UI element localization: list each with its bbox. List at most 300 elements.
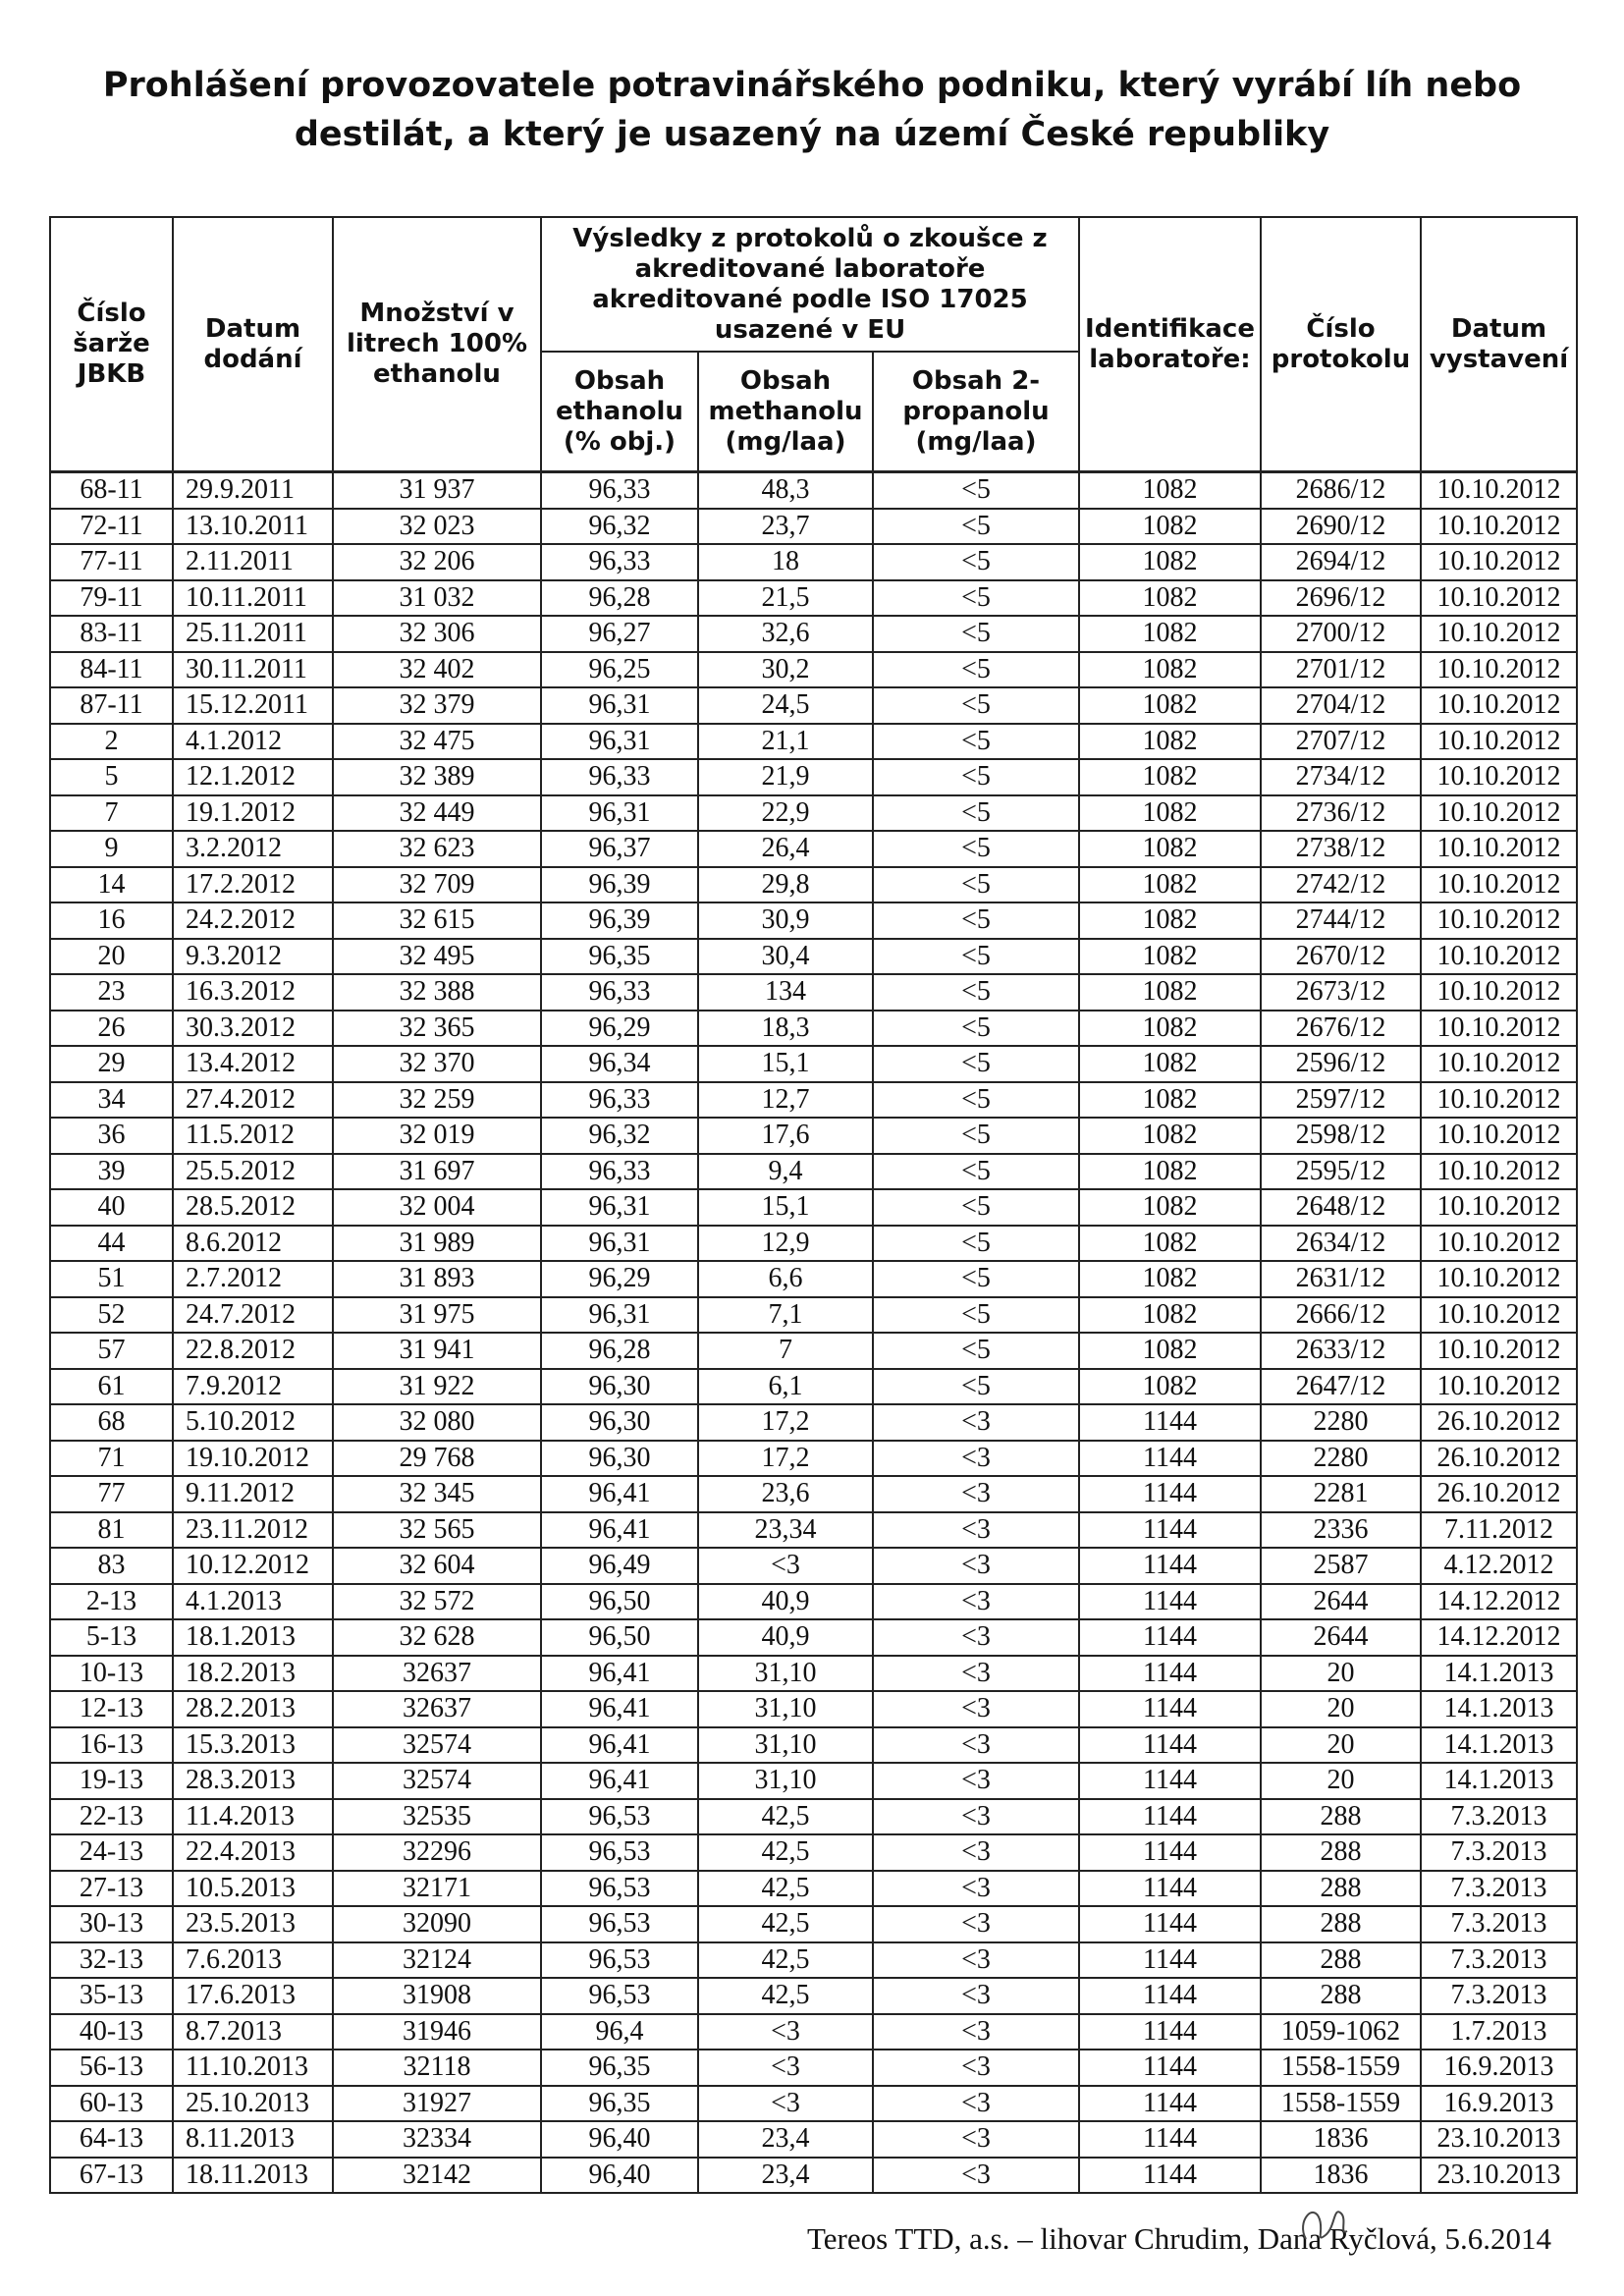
cell-methanol: <3 bbox=[698, 2014, 873, 2050]
cell-delivery-date: 4.1.2012 bbox=[173, 724, 333, 760]
cell-lab-id: 1082 bbox=[1079, 939, 1261, 975]
cell-methanol: 23,34 bbox=[698, 1512, 873, 1549]
cell-propanol: <5 bbox=[873, 724, 1079, 760]
cell-protocol-number: 2734/12 bbox=[1261, 759, 1421, 795]
cell-issue-date: 7.3.2013 bbox=[1421, 1978, 1577, 2014]
cell-ethanol: 96,33 bbox=[541, 759, 698, 795]
cell-methanol: 31,10 bbox=[698, 1656, 873, 1692]
cell-issue-date: 10.10.2012 bbox=[1421, 902, 1577, 939]
table-row bbox=[50, 2050, 1577, 2086]
cell-lab-id: 1144 bbox=[1079, 1404, 1261, 1441]
cell-lab-id: 1082 bbox=[1079, 831, 1261, 867]
cell-lab-id: 1082 bbox=[1079, 580, 1261, 617]
cell-issue-date: 10.10.2012 bbox=[1421, 867, 1577, 903]
cell-lab-id: 1082 bbox=[1079, 724, 1261, 760]
cell-propanol: <5 bbox=[873, 902, 1079, 939]
cell-delivery-date: 28.5.2012 bbox=[173, 1189, 333, 1226]
cell-lab-id: 1144 bbox=[1079, 1727, 1261, 1764]
cell-methanol: <3 bbox=[698, 2050, 873, 2086]
table-header bbox=[50, 217, 1577, 472]
cell-methanol: 15,1 bbox=[698, 1189, 873, 1226]
cell-quantity: 32 259 bbox=[333, 1082, 541, 1119]
cell-delivery-date: 2.11.2011 bbox=[173, 544, 333, 580]
cell-protocol-number: 2634/12 bbox=[1261, 1226, 1421, 1262]
cell-ethanol: 96,50 bbox=[541, 1619, 698, 1656]
table-row bbox=[50, 472, 1577, 509]
table-row bbox=[50, 1261, 1577, 1297]
cell-protocol-number: 20 bbox=[1261, 1763, 1421, 1799]
cell-batch: 79-11 bbox=[50, 580, 173, 617]
cell-methanol: 17,2 bbox=[698, 1441, 873, 1477]
cell-ethanol: 96,31 bbox=[541, 1189, 698, 1226]
cell-protocol-number: 2701/12 bbox=[1261, 652, 1421, 688]
cell-methanol: 15,1 bbox=[698, 1046, 873, 1082]
cell-methanol: 23,4 bbox=[698, 2121, 873, 2158]
table-row bbox=[50, 1118, 1577, 1154]
table-row bbox=[50, 1189, 1577, 1226]
cell-lab-id: 1082 bbox=[1079, 1118, 1261, 1154]
cell-ethanol: 96,41 bbox=[541, 1656, 698, 1692]
cell-delivery-date: 23.5.2013 bbox=[173, 1906, 333, 1942]
header-propanol: Obsah 2-propanolu (mg/laa) bbox=[873, 352, 1079, 472]
cell-protocol-number: 20 bbox=[1261, 1656, 1421, 1692]
cell-batch: 16-13 bbox=[50, 1727, 173, 1764]
cell-propanol: <3 bbox=[873, 1834, 1079, 1871]
cell-issue-date: 10.10.2012 bbox=[1421, 831, 1577, 867]
table-row bbox=[50, 1691, 1577, 1727]
table-row bbox=[50, 2014, 1577, 2050]
cell-delivery-date: 18.11.2013 bbox=[173, 2158, 333, 2194]
cell-protocol-number: 288 bbox=[1261, 1978, 1421, 2014]
cell-ethanol: 96,41 bbox=[541, 1763, 698, 1799]
cell-batch: 51 bbox=[50, 1261, 173, 1297]
cell-batch: 77-11 bbox=[50, 544, 173, 580]
cell-ethanol: 96,53 bbox=[541, 1871, 698, 1907]
cell-issue-date: 4.12.2012 bbox=[1421, 1548, 1577, 1584]
cell-ethanol: 96,37 bbox=[541, 831, 698, 867]
cell-methanol: 17,2 bbox=[698, 1404, 873, 1441]
cell-ethanol: 96,31 bbox=[541, 1226, 698, 1262]
cell-propanol: <3 bbox=[873, 2121, 1079, 2158]
cell-batch: 24-13 bbox=[50, 1834, 173, 1871]
table-row bbox=[50, 687, 1577, 724]
table-row bbox=[50, 1512, 1577, 1549]
cell-propanol: <3 bbox=[873, 1619, 1079, 1656]
cell-issue-date: 10.10.2012 bbox=[1421, 652, 1577, 688]
cell-propanol: <5 bbox=[873, 1082, 1079, 1119]
cell-methanol: 29,8 bbox=[698, 867, 873, 903]
cell-propanol: <3 bbox=[873, 1691, 1079, 1727]
cell-ethanol: 96,30 bbox=[541, 1404, 698, 1441]
cell-propanol: <5 bbox=[873, 1189, 1079, 1226]
cell-batch: 12-13 bbox=[50, 1691, 173, 1727]
header-delivery-date: Datum dodání bbox=[173, 217, 333, 472]
cell-propanol: <5 bbox=[873, 1046, 1079, 1082]
cell-ethanol: 96,33 bbox=[541, 1082, 698, 1119]
cell-lab-id: 1082 bbox=[1079, 544, 1261, 580]
cell-lab-id: 1082 bbox=[1079, 759, 1261, 795]
cell-propanol: <3 bbox=[873, 1548, 1079, 1584]
cell-methanol: 6,6 bbox=[698, 1261, 873, 1297]
cell-delivery-date: 5.10.2012 bbox=[173, 1404, 333, 1441]
cell-ethanol: 96,28 bbox=[541, 580, 698, 617]
cell-batch: 20 bbox=[50, 939, 173, 975]
cell-issue-date: 10.10.2012 bbox=[1421, 1369, 1577, 1405]
cell-lab-id: 1082 bbox=[1079, 1189, 1261, 1226]
cell-batch: 40-13 bbox=[50, 2014, 173, 2050]
cell-issue-date: 23.10.2013 bbox=[1421, 2158, 1577, 2194]
table-row bbox=[50, 2121, 1577, 2158]
table-row bbox=[50, 1226, 1577, 1262]
cell-propanol: <3 bbox=[873, 1476, 1079, 1512]
cell-methanol: 6,1 bbox=[698, 1369, 873, 1405]
cell-protocol-number: 2631/12 bbox=[1261, 1261, 1421, 1297]
cell-protocol-number: 2595/12 bbox=[1261, 1154, 1421, 1190]
cell-ethanol: 96,33 bbox=[541, 544, 698, 580]
cell-batch: 23 bbox=[50, 974, 173, 1011]
cell-lab-id: 1082 bbox=[1079, 1011, 1261, 1047]
cell-delivery-date: 18.1.2013 bbox=[173, 1619, 333, 1656]
header-protocol-number: Číslo protokolu bbox=[1261, 217, 1421, 472]
table-row bbox=[50, 1619, 1577, 1656]
cell-ethanol: 96,35 bbox=[541, 2086, 698, 2122]
cell-ethanol: 96,31 bbox=[541, 795, 698, 832]
cell-delivery-date: 30.3.2012 bbox=[173, 1011, 333, 1047]
cell-delivery-date: 8.7.2013 bbox=[173, 2014, 333, 2050]
cell-ethanol: 96,30 bbox=[541, 1369, 698, 1405]
cell-delivery-date: 13.10.2011 bbox=[173, 509, 333, 545]
cell-batch: 87-11 bbox=[50, 687, 173, 724]
cell-batch: 68-11 bbox=[50, 472, 173, 509]
table-row bbox=[50, 831, 1577, 867]
cell-issue-date: 10.10.2012 bbox=[1421, 544, 1577, 580]
title-line-2: destilát, a který je usazený na území České republiky bbox=[294, 115, 1330, 154]
cell-methanol: 21,1 bbox=[698, 724, 873, 760]
cell-protocol-number: 1558-1559 bbox=[1261, 2050, 1421, 2086]
cell-propanol: <3 bbox=[873, 1763, 1079, 1799]
cell-ethanol: 96,39 bbox=[541, 867, 698, 903]
cell-protocol-number: 2281 bbox=[1261, 1476, 1421, 1512]
cell-propanol: <5 bbox=[873, 1118, 1079, 1154]
cell-propanol: <5 bbox=[873, 795, 1079, 832]
cell-issue-date: 10.10.2012 bbox=[1421, 1226, 1577, 1262]
cell-issue-date: 14.12.2012 bbox=[1421, 1584, 1577, 1620]
cell-protocol-number: 2648/12 bbox=[1261, 1189, 1421, 1226]
cell-protocol-number: 20 bbox=[1261, 1691, 1421, 1727]
cell-ethanol: 96,41 bbox=[541, 1727, 698, 1764]
cell-protocol-number: 2666/12 bbox=[1261, 1297, 1421, 1334]
cell-issue-date: 7.3.2013 bbox=[1421, 1906, 1577, 1942]
cell-issue-date: 10.10.2012 bbox=[1421, 759, 1577, 795]
cell-propanol: <3 bbox=[873, 1871, 1079, 1907]
table-row bbox=[50, 1369, 1577, 1405]
cell-batch: 77 bbox=[50, 1476, 173, 1512]
cell-protocol-number: 2596/12 bbox=[1261, 1046, 1421, 1082]
cell-issue-date: 10.10.2012 bbox=[1421, 616, 1577, 652]
cell-quantity: 32118 bbox=[333, 2050, 541, 2086]
cell-quantity: 32334 bbox=[333, 2121, 541, 2158]
table-row bbox=[50, 1834, 1577, 1871]
cell-batch: 64-13 bbox=[50, 2121, 173, 2158]
cell-ethanol: 96,33 bbox=[541, 1154, 698, 1190]
cell-issue-date: 26.10.2012 bbox=[1421, 1441, 1577, 1477]
cell-delivery-date: 10.11.2011 bbox=[173, 580, 333, 617]
cell-propanol: <5 bbox=[873, 1154, 1079, 1190]
cell-methanol: 32,6 bbox=[698, 616, 873, 652]
page-title bbox=[98, 61, 1526, 159]
cell-ethanol: 96,33 bbox=[541, 974, 698, 1011]
cell-protocol-number: 2738/12 bbox=[1261, 831, 1421, 867]
cell-methanol: 48,3 bbox=[698, 472, 873, 509]
cell-protocol-number: 2696/12 bbox=[1261, 580, 1421, 617]
cell-protocol-number: 2690/12 bbox=[1261, 509, 1421, 545]
cell-methanol: 30,9 bbox=[698, 902, 873, 939]
cell-protocol-number: 2336 bbox=[1261, 1512, 1421, 1549]
cell-batch: 16 bbox=[50, 902, 173, 939]
cell-methanol: 31,10 bbox=[698, 1763, 873, 1799]
cell-batch: 2 bbox=[50, 724, 173, 760]
cell-propanol: <5 bbox=[873, 974, 1079, 1011]
cell-propanol: <5 bbox=[873, 1333, 1079, 1369]
table-row bbox=[50, 1476, 1577, 1512]
cell-propanol: <3 bbox=[873, 1727, 1079, 1764]
cell-lab-id: 1144 bbox=[1079, 1942, 1261, 1979]
cell-methanol: 40,9 bbox=[698, 1619, 873, 1656]
cell-delivery-date: 22.4.2013 bbox=[173, 1834, 333, 1871]
cell-methanol: 17,6 bbox=[698, 1118, 873, 1154]
cell-propanol: <5 bbox=[873, 1261, 1079, 1297]
cell-protocol-number: 2676/12 bbox=[1261, 1011, 1421, 1047]
cell-ethanol: 96,53 bbox=[541, 1906, 698, 1942]
cell-lab-id: 1144 bbox=[1079, 2014, 1261, 2050]
cell-quantity: 32 019 bbox=[333, 1118, 541, 1154]
cell-ethanol: 96,39 bbox=[541, 902, 698, 939]
cell-quantity: 32 628 bbox=[333, 1619, 541, 1656]
cell-methanol: 26,4 bbox=[698, 831, 873, 867]
cell-protocol-number: 1836 bbox=[1261, 2158, 1421, 2194]
cell-issue-date: 10.10.2012 bbox=[1421, 580, 1577, 617]
cell-ethanol: 96,34 bbox=[541, 1046, 698, 1082]
cell-delivery-date: 10.5.2013 bbox=[173, 1871, 333, 1907]
cell-propanol: <3 bbox=[873, 1404, 1079, 1441]
cell-quantity: 32 604 bbox=[333, 1548, 541, 1584]
cell-methanol: 23,6 bbox=[698, 1476, 873, 1512]
cell-delivery-date: 10.12.2012 bbox=[173, 1548, 333, 1584]
cell-quantity: 31908 bbox=[333, 1978, 541, 2014]
cell-batch: 29 bbox=[50, 1046, 173, 1082]
cell-issue-date: 10.10.2012 bbox=[1421, 1333, 1577, 1369]
cell-quantity: 32 388 bbox=[333, 974, 541, 1011]
cell-ethanol: 96,29 bbox=[541, 1011, 698, 1047]
cell-issue-date: 16.9.2013 bbox=[1421, 2050, 1577, 2086]
cell-lab-id: 1144 bbox=[1079, 1476, 1261, 1512]
cell-quantity: 32637 bbox=[333, 1656, 541, 1692]
cell-lab-id: 1082 bbox=[1079, 1369, 1261, 1405]
cell-propanol: <5 bbox=[873, 580, 1079, 617]
cell-quantity: 32 389 bbox=[333, 759, 541, 795]
cell-lab-id: 1082 bbox=[1079, 1261, 1261, 1297]
cell-protocol-number: 2694/12 bbox=[1261, 544, 1421, 580]
cell-propanol: <3 bbox=[873, 1441, 1079, 1477]
cell-issue-date: 14.1.2013 bbox=[1421, 1656, 1577, 1692]
cell-lab-id: 1144 bbox=[1079, 2158, 1261, 2194]
cell-batch: 57 bbox=[50, 1333, 173, 1369]
cell-ethanol: 96,41 bbox=[541, 1691, 698, 1727]
cell-propanol: <3 bbox=[873, 2050, 1079, 2086]
cell-protocol-number: 2647/12 bbox=[1261, 1369, 1421, 1405]
title-line-1: Prohlášení provozovatele potravinářského podniku, který vyrábí líh nebo bbox=[102, 66, 1522, 105]
cell-lab-id: 1144 bbox=[1079, 1584, 1261, 1620]
cell-lab-id: 1144 bbox=[1079, 1691, 1261, 1727]
cell-issue-date: 10.10.2012 bbox=[1421, 1118, 1577, 1154]
cell-lab-id: 1144 bbox=[1079, 1906, 1261, 1942]
cell-batch: 36 bbox=[50, 1118, 173, 1154]
cell-protocol-number: 2633/12 bbox=[1261, 1333, 1421, 1369]
cell-propanol: <5 bbox=[873, 1011, 1079, 1047]
cell-ethanol: 96,53 bbox=[541, 1942, 698, 1979]
cell-quantity: 32 004 bbox=[333, 1189, 541, 1226]
cell-protocol-number: 288 bbox=[1261, 1942, 1421, 1979]
table-row bbox=[50, 509, 1577, 545]
cell-issue-date: 10.10.2012 bbox=[1421, 472, 1577, 509]
cell-lab-id: 1082 bbox=[1079, 1082, 1261, 1119]
cell-ethanol: 96,31 bbox=[541, 1297, 698, 1334]
cell-delivery-date: 7.6.2013 bbox=[173, 1942, 333, 1979]
cell-batch: 81 bbox=[50, 1512, 173, 1549]
cell-issue-date: 10.10.2012 bbox=[1421, 724, 1577, 760]
cell-quantity: 32 475 bbox=[333, 724, 541, 760]
cell-delivery-date: 11.5.2012 bbox=[173, 1118, 333, 1154]
cell-issue-date: 14.1.2013 bbox=[1421, 1691, 1577, 1727]
table-row bbox=[50, 1333, 1577, 1369]
header-methanol: Obsah methanolu (mg/laa) bbox=[698, 352, 873, 472]
cell-batch: 5-13 bbox=[50, 1619, 173, 1656]
cell-delivery-date: 4.1.2013 bbox=[173, 1584, 333, 1620]
cell-delivery-date: 19.10.2012 bbox=[173, 1441, 333, 1477]
cell-quantity: 31 922 bbox=[333, 1369, 541, 1405]
cell-quantity: 32535 bbox=[333, 1799, 541, 1835]
table-body bbox=[50, 472, 1577, 2194]
cell-delivery-date: 3.2.2012 bbox=[173, 831, 333, 867]
table-row bbox=[50, 1656, 1577, 1692]
cell-batch: 56-13 bbox=[50, 2050, 173, 2086]
cell-quantity: 32124 bbox=[333, 1942, 541, 1979]
cell-propanol: <3 bbox=[873, 1942, 1079, 1979]
cell-methanol: <3 bbox=[698, 1548, 873, 1584]
cell-methanol: 31,10 bbox=[698, 1691, 873, 1727]
cell-quantity: 32 709 bbox=[333, 867, 541, 903]
cell-protocol-number: 2704/12 bbox=[1261, 687, 1421, 724]
cell-issue-date: 10.10.2012 bbox=[1421, 687, 1577, 724]
cell-batch: 14 bbox=[50, 867, 173, 903]
cell-methanol: 31,10 bbox=[698, 1727, 873, 1764]
cell-lab-id: 1144 bbox=[1079, 1441, 1261, 1477]
cell-issue-date: 7.3.2013 bbox=[1421, 1834, 1577, 1871]
handwritten-signature bbox=[1286, 2192, 1375, 2261]
cell-methanol: 42,5 bbox=[698, 1978, 873, 2014]
cell-quantity: 31 893 bbox=[333, 1261, 541, 1297]
cell-ethanol: 96,31 bbox=[541, 687, 698, 724]
table-row bbox=[50, 1548, 1577, 1584]
cell-propanol: <5 bbox=[873, 687, 1079, 724]
cell-issue-date: 10.10.2012 bbox=[1421, 509, 1577, 545]
cell-delivery-date: 19.1.2012 bbox=[173, 795, 333, 832]
cell-issue-date: 14.12.2012 bbox=[1421, 1619, 1577, 1656]
cell-delivery-date: 11.10.2013 bbox=[173, 2050, 333, 2086]
table-row bbox=[50, 1942, 1577, 1979]
cell-ethanol: 96,49 bbox=[541, 1548, 698, 1584]
cell-batch: 30-13 bbox=[50, 1906, 173, 1942]
cell-quantity: 31 975 bbox=[333, 1297, 541, 1334]
cell-batch: 34 bbox=[50, 1082, 173, 1119]
cell-lab-id: 1144 bbox=[1079, 2121, 1261, 2158]
cell-protocol-number: 2280 bbox=[1261, 1404, 1421, 1441]
cell-lab-id: 1144 bbox=[1079, 1656, 1261, 1692]
cell-quantity: 32 023 bbox=[333, 509, 541, 545]
cell-propanol: <5 bbox=[873, 616, 1079, 652]
cell-delivery-date: 17.6.2013 bbox=[173, 1978, 333, 2014]
cell-quantity: 32 449 bbox=[333, 795, 541, 832]
footer-signature-line: Tereos TTD, a.s. – lihovar Chrudim, Dana Ryčlová, 5.6.2014 bbox=[807, 2221, 1551, 2256]
header-results-group: Výsledky z protokolů o zkoušce z akreditované laboratoře akreditované podle ISO 17025 usazené v EU bbox=[541, 217, 1079, 352]
cell-protocol-number: 2644 bbox=[1261, 1619, 1421, 1656]
cell-lab-id: 1082 bbox=[1079, 509, 1261, 545]
cell-batch: 26 bbox=[50, 1011, 173, 1047]
table-row bbox=[50, 795, 1577, 832]
cell-batch: 52 bbox=[50, 1297, 173, 1334]
header-quantity: Množství v litrech 100% ethanolu bbox=[333, 217, 541, 472]
cell-quantity: 31 941 bbox=[333, 1333, 541, 1369]
cell-ethanol: 96,33 bbox=[541, 472, 698, 509]
cell-lab-id: 1082 bbox=[1079, 1226, 1261, 1262]
cell-ethanol: 96,35 bbox=[541, 2050, 698, 2086]
cell-methanol: 12,7 bbox=[698, 1082, 873, 1119]
cell-methanol: 23,4 bbox=[698, 2158, 873, 2194]
cell-issue-date: 10.10.2012 bbox=[1421, 1082, 1577, 1119]
cell-protocol-number: 2744/12 bbox=[1261, 902, 1421, 939]
cell-batch: 40 bbox=[50, 1189, 173, 1226]
cell-quantity: 32 565 bbox=[333, 1512, 541, 1549]
cell-propanol: <3 bbox=[873, 1799, 1079, 1835]
cell-quantity: 31 989 bbox=[333, 1226, 541, 1262]
cell-issue-date: 10.10.2012 bbox=[1421, 1297, 1577, 1334]
cell-quantity: 32 345 bbox=[333, 1476, 541, 1512]
cell-lab-id: 1082 bbox=[1079, 795, 1261, 832]
cell-propanol: <3 bbox=[873, 2014, 1079, 2050]
table-row bbox=[50, 974, 1577, 1011]
cell-protocol-number: 1059-1062 bbox=[1261, 2014, 1421, 2050]
table-row bbox=[50, 939, 1577, 975]
cell-issue-date: 1.7.2013 bbox=[1421, 2014, 1577, 2050]
cell-lab-id: 1082 bbox=[1079, 652, 1261, 688]
cell-ethanol: 96,35 bbox=[541, 939, 698, 975]
cell-delivery-date: 25.10.2013 bbox=[173, 2086, 333, 2122]
cell-batch: 7 bbox=[50, 795, 173, 832]
cell-quantity: 32637 bbox=[333, 1691, 541, 1727]
table-row bbox=[50, 1297, 1577, 1334]
table-row bbox=[50, 1978, 1577, 2014]
cell-protocol-number: 288 bbox=[1261, 1834, 1421, 1871]
cell-lab-id: 1082 bbox=[1079, 867, 1261, 903]
cell-methanol: 42,5 bbox=[698, 1942, 873, 1979]
cell-methanol: <3 bbox=[698, 2086, 873, 2122]
cell-propanol: <5 bbox=[873, 1297, 1079, 1334]
table-row bbox=[50, 2158, 1577, 2194]
table-row bbox=[50, 616, 1577, 652]
cell-protocol-number: 1836 bbox=[1261, 2121, 1421, 2158]
cell-protocol-number: 20 bbox=[1261, 1727, 1421, 1764]
header-batch: Číslo šarže JBKB bbox=[50, 217, 173, 472]
